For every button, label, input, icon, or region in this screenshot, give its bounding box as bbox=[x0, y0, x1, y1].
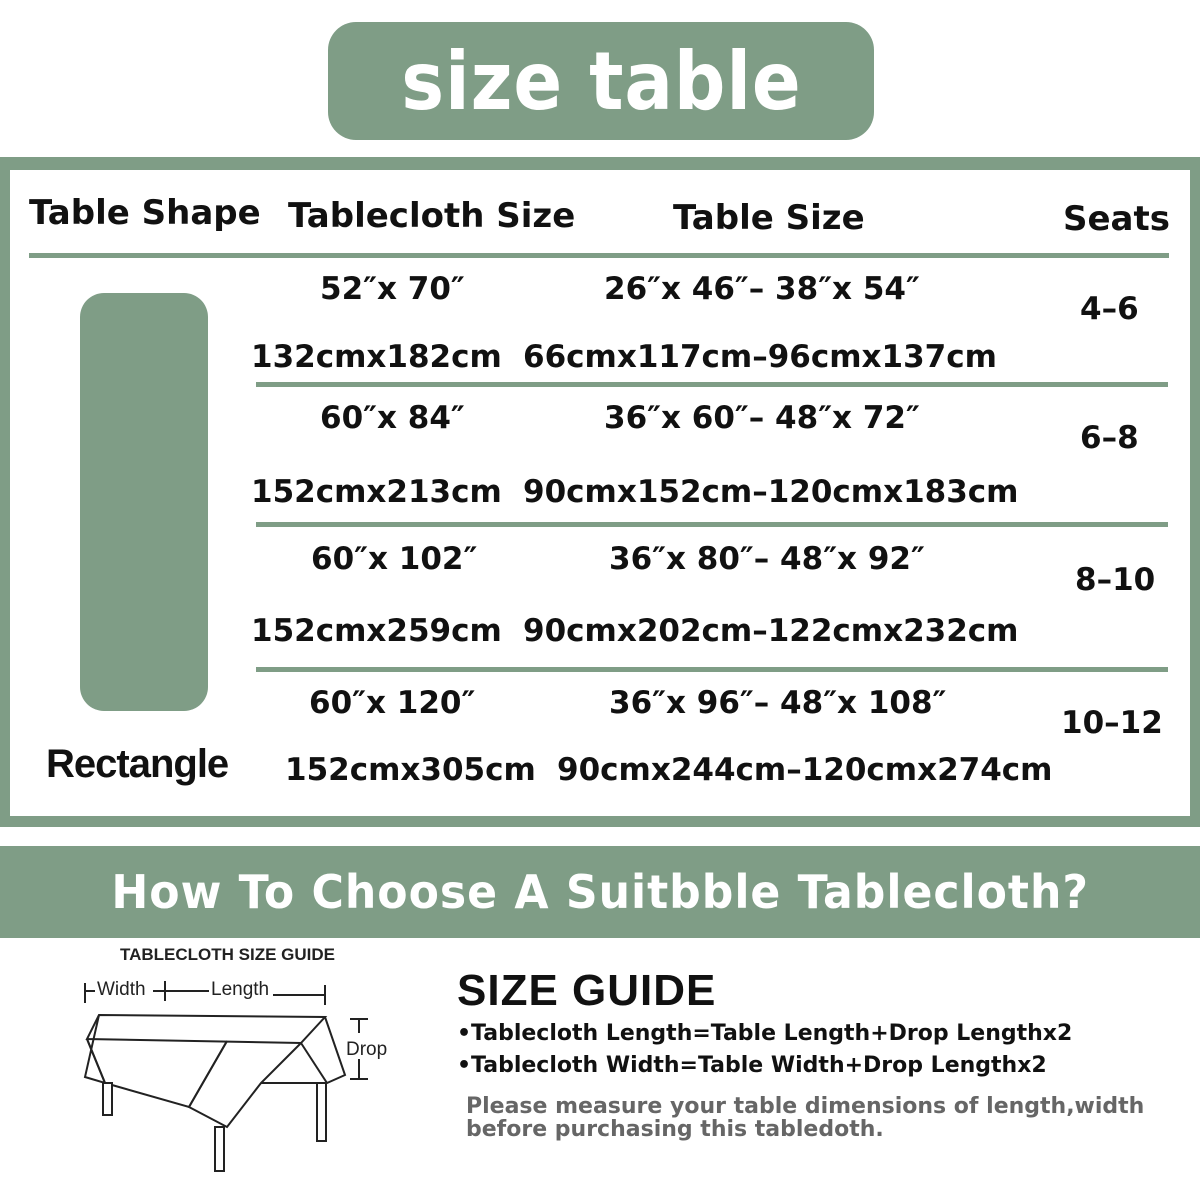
row2-cloth-inches: 60″x 84″ bbox=[320, 400, 465, 436]
header-seats: Seats bbox=[1063, 199, 1170, 239]
header-tablecloth-size: Tablecloth Size bbox=[288, 196, 576, 236]
row1-cloth-cm: 132cmx182cm bbox=[251, 339, 502, 375]
page-title: size table bbox=[400, 34, 802, 128]
row2-table-cm: 90cmx152cm–120cmx183cm bbox=[523, 474, 1019, 510]
row4-cloth-inches: 60″x 120″ bbox=[309, 685, 476, 721]
row4-seats: 10–12 bbox=[1061, 705, 1163, 741]
diagram-drop-label: Drop bbox=[346, 1039, 388, 1060]
measure-note-line1: Please measure your table dimensions of length,width bbox=[466, 1094, 1145, 1119]
diagram-width-label: Width bbox=[97, 979, 146, 1000]
row4-cloth-cm: 152cmx305cm bbox=[285, 752, 536, 788]
row3-cloth-inches: 60″x 102″ bbox=[311, 541, 478, 577]
row2-seats: 6–8 bbox=[1080, 420, 1139, 456]
measure-note-line2: before purchasing this tabledoth. bbox=[466, 1117, 884, 1142]
diagram-title: TABLECLOTH SIZE GUIDE bbox=[120, 945, 336, 964]
row2-table-inches: 36″x 60″– 48″x 72″ bbox=[604, 400, 920, 436]
row1-table-cm: 66cmx117cm–96cmx137cm bbox=[523, 339, 997, 375]
how-to-banner bbox=[0, 846, 1200, 938]
row-divider bbox=[256, 667, 1168, 672]
tablecloth-diagram-icon bbox=[75, 965, 405, 1185]
header-table-shape: Table Shape bbox=[29, 193, 261, 233]
row2-cloth-cm: 152cmx213cm bbox=[251, 474, 502, 510]
row4-table-cm: 90cmx244cm–120cmx274cm bbox=[557, 752, 1053, 788]
diagram-length-label: Length bbox=[211, 979, 270, 1000]
row3-table-cm: 90cmx202cm–122cmx232cm bbox=[523, 613, 1019, 649]
row3-seats: 8–10 bbox=[1075, 562, 1156, 598]
shape-label: Rectangle bbox=[46, 742, 229, 786]
size-guide-title: SIZE GUIDE bbox=[457, 966, 717, 1015]
rectangle-shape-icon bbox=[80, 293, 208, 711]
how-to-heading: How To Choose A Suitbble Tablecloth? bbox=[111, 865, 1089, 919]
row4-table-inches: 36″x 96″– 48″x 108″ bbox=[609, 685, 947, 721]
row-divider bbox=[256, 382, 1168, 387]
row3-cloth-cm: 152cmx259cm bbox=[251, 613, 502, 649]
row1-cloth-inches: 52″x 70″ bbox=[320, 271, 465, 307]
row1-seats: 4–6 bbox=[1080, 291, 1139, 327]
header-divider bbox=[29, 253, 1169, 258]
title-banner bbox=[328, 22, 874, 140]
size-guide-length-formula: •Tablecloth Length=Table Length+Drop Lengthx2 bbox=[457, 1021, 1073, 1046]
header-table-size: Table Size bbox=[673, 198, 865, 238]
size-guide-width-formula: •Tablecloth Width=Table Width+Drop Lengthx2 bbox=[457, 1053, 1047, 1078]
row3-table-inches: 36″x 80″– 48″x 92″ bbox=[609, 541, 925, 577]
row1-table-inches: 26″x 46″– 38″x 54″ bbox=[604, 271, 920, 307]
row-divider bbox=[256, 522, 1168, 527]
